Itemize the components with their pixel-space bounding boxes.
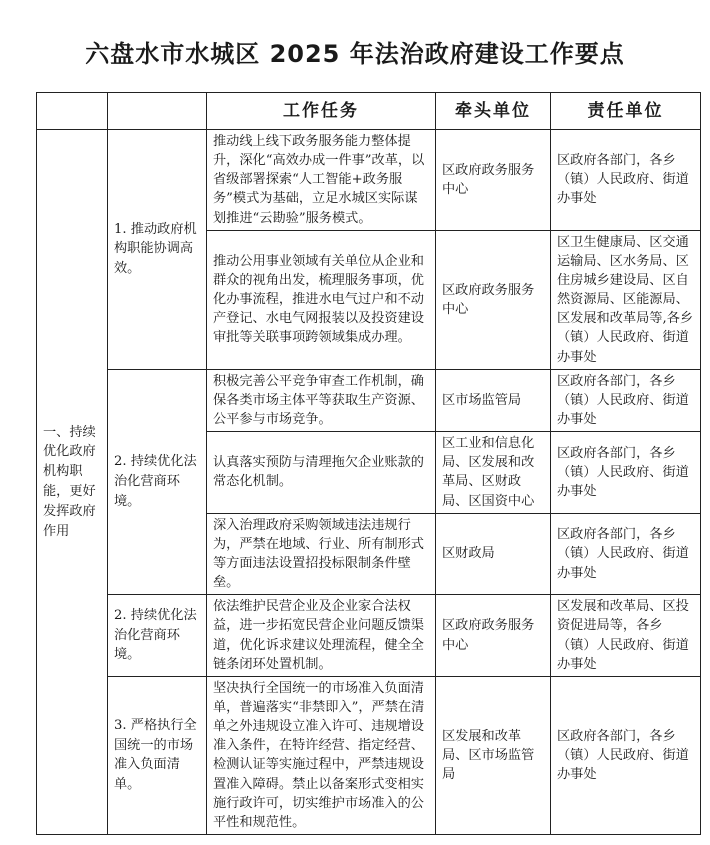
task-cell: 坚决执行全国统一的市场准入负面清单，普遍落实“非禁即入”，严禁在清单之外违规设立准入许可、违规增设准入条件，在特许经营、指定经营、检测认证等实施过程中，严禁违规设置准入障碍。禁止以备案形式变相实施行政许可，切实维护市场准入的公平性和规范性。 <box>207 676 436 834</box>
responsible-unit-cell: 区政府各部门，各乡（镇）人民政府、街道办事处 <box>551 676 701 834</box>
task-cell: 推动线上线下政务服务能力整体提升，深化“高效办成一件事”改革，以省级部署探索“人工智能+政务服务”模式为基础，立足水城区实际谋划推进“云勘验”服务模式。 <box>207 130 436 231</box>
page-title: 六盘水市水城区 2025 年法治政府建设工作要点 <box>85 40 625 68</box>
responsible-unit-cell: 区政府各部门，各乡（镇）人民政府、街道办事处 <box>551 513 701 595</box>
header-responsible-unit: 责任单位 <box>551 93 701 130</box>
task-cell: 深入治理政府采购领域违法违规行为，严禁在地域、行业、所有制形式等方面违法设置招投标限制条件壁垒。 <box>207 513 436 595</box>
lead-unit-cell: 区工业和信息化局、区发展和改革局、区财政局、区国资中心 <box>436 432 551 514</box>
table-header-row <box>37 93 701 130</box>
responsible-unit-cell: 区卫生健康局、区交通运输局、区水务局、区住房城乡建设局、区自然资源局、区能源局、区发展和改革局等,各乡（镇）人民政府、街道办事处 <box>551 230 701 369</box>
category-cell: 一、持续优化政府机构职能，更好发挥政府作用 <box>37 130 108 835</box>
subcategory-cell: 2. 持续优化法治化营商环境。 <box>108 595 207 677</box>
responsible-unit-cell: 区政府各部门，各乡（镇）人民政府、街道办事处 <box>551 432 701 514</box>
subcategory-cell: 3. 严格执行全国统一的市场准入负面清单。 <box>108 676 207 834</box>
work-points-table <box>36 92 701 835</box>
lead-unit-cell: 区市场监管局 <box>436 369 551 431</box>
subcategory-cell: 2. 持续优化法治化营商环境。 <box>108 369 207 595</box>
lead-unit-cell: 区财政局 <box>436 513 551 595</box>
lead-unit-cell: 区政府政务服务中心 <box>436 230 551 369</box>
task-cell: 依法维护民营企业及企业家合法权益，进一步拓宽民营企业问题反馈渠道，优化诉求建议处理流程，健全全链条闭环处置机制。 <box>207 595 436 677</box>
lead-unit-cell: 区政府政务服务中心 <box>436 595 551 677</box>
responsible-unit-cell: 区发展和改革局、区投资促进局等，各乡（镇）人民政府、街道办事处 <box>551 595 701 677</box>
table-row <box>37 595 701 677</box>
header-lead-unit: 牵头单位 <box>436 93 551 130</box>
header-blank-cell <box>37 93 108 130</box>
header-task: 工作任务 <box>207 93 436 130</box>
subcategory-cell: 1. 推动政府机构职能协调高效。 <box>108 130 207 370</box>
table-row <box>37 130 701 231</box>
responsible-unit-cell: 区政府各部门，各乡（镇）人民政府、街道办事处 <box>551 130 701 231</box>
header-blank-cell <box>108 93 207 130</box>
lead-unit-cell: 区政府政务服务中心 <box>436 130 551 231</box>
table-row <box>37 369 701 431</box>
table-row <box>37 676 701 834</box>
task-cell: 认真落实预防与清理拖欠企业账款的常态化机制。 <box>207 432 436 514</box>
task-cell: 推动公用事业领域有关单位从企业和群众的视角出发，梳理服务事项，优化办事流程，推进水电气过户和不动产登记、水电气网报装以及投资建设审批等关联事项跨领域集成办理。 <box>207 230 436 369</box>
responsible-unit-cell: 区政府各部门，各乡（镇）人民政府、街道办事处 <box>551 369 701 431</box>
lead-unit-cell: 区发展和改革局、区市场监管局 <box>436 676 551 834</box>
task-cell: 积极完善公平竞争审查工作机制，确保各类市场主体平等获取生产资源、公平参与市场竞争。 <box>207 369 436 431</box>
